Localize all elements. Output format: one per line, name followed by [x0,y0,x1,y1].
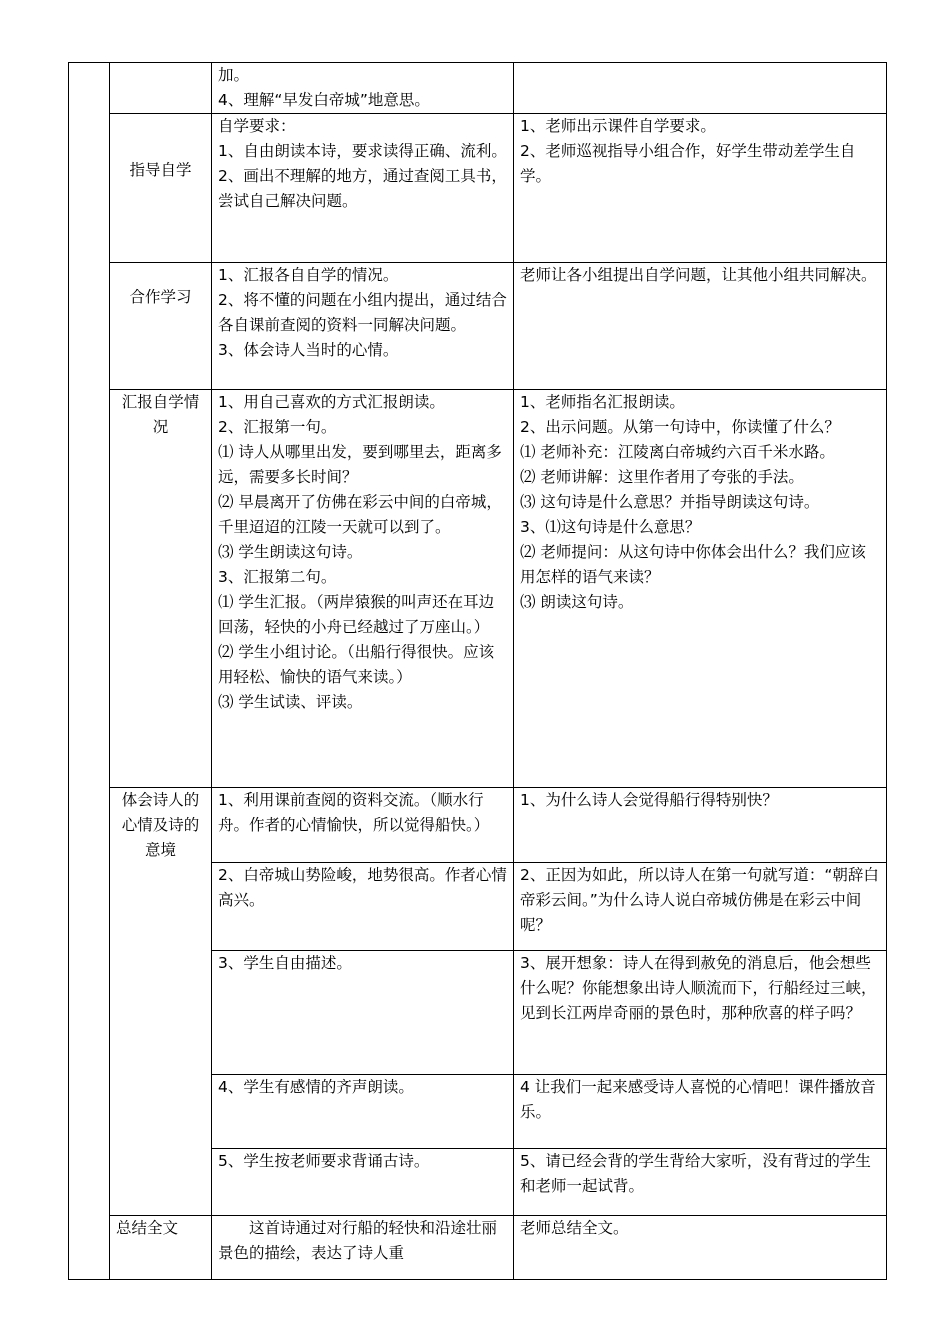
teacher-activity-cell [514,114,887,263]
table-row [69,788,887,863]
student-activity-cell [212,63,514,114]
table-row [69,114,887,263]
student-activity-cell [212,1075,514,1149]
teacher-line: ⑶ 朗读这句诗。 [520,593,634,611]
teacher-activity-cell [514,951,887,1075]
student-line: ⑴ 学生汇报。（两岸猿猴的叫声还在耳边回荡，轻快的小舟已经越过了万座山。） [218,593,495,636]
teacher-line: 3、展开想象：诗人在得到赦免的消息后，他会想些什么呢？你能想象出诗人顺流而下，行船经过三峡，见到长江两岸奇丽的景色时，那种欣喜的样子吗？ [520,954,877,1022]
teacher-activity-cell [514,63,887,114]
student-line: ⑶ 学生朗读这句诗。 [218,543,363,561]
stage-label: 总结全文 [116,1219,179,1237]
teacher-activity-cell [514,1216,887,1280]
stage-cell [110,114,212,263]
stage-cell [110,390,212,788]
student-activity-cell [212,951,514,1075]
student-line: 4、理解“早发白帝城”地意思。 [218,91,430,109]
teacher-line: 老师总结全文。 [520,1219,629,1237]
stage-label: 合作学习 [129,288,192,306]
teacher-line: 2、正因为如此，所以诗人在第一句就写道：“朝辞白帝彩云间。”为什么诗人说白帝城仿佛是在彩云中间呢？ [520,866,879,934]
student-line: 2、汇报第一句。 [218,418,337,436]
student-line: 5、学生按老师要求背诵古诗。 [218,1152,430,1170]
teacher-line: ⑶ 这句诗是什么意思？并指导朗读这句诗。 [520,493,820,511]
student-activity-cell [212,1216,514,1280]
table-row [69,63,887,114]
student-line: 1、用自己喜欢的方式汇报朗读。 [218,393,445,411]
stage-cell [110,263,212,390]
student-line: 自学要求： [218,117,296,135]
teacher-line: 5、请已经会背的学生背给大家听，没有背过的学生和老师一起试背。 [520,1152,871,1195]
teacher-activity-cell [514,1149,887,1216]
teacher-line: 老师让各小组提出自学问题，让其他小组共同解决。 [520,266,877,284]
teacher-line: ⑴ 老师补充：江陵离白帝城约六百千米水路。 [520,443,835,461]
student-activity-cell [212,263,514,390]
student-activity-cell [212,863,514,951]
student-line: ⑶ 学生试读、评读。 [218,693,363,711]
stage-label: 指导自学 [129,161,192,179]
student-line: ⑵ 早晨离开了仿佛在彩云中间的白帝城，千里迢迢的江陵一天就可以到了。 [218,493,502,536]
stage-cell [110,63,212,114]
teacher-activity-cell [514,390,887,788]
stage-label: 体会诗人的心情及诗的意境 [121,791,200,859]
teacher-line: 1、老师出示课件自学要求。 [520,117,716,135]
student-line: 3、汇报第二句。 [218,568,337,586]
student-activity-cell [212,1149,514,1216]
student-activity-cell [212,390,514,788]
stage-cell [110,1216,212,1280]
table-row [69,1216,887,1280]
stage-label: 汇报自学情况 [121,393,200,436]
student-line: 3、体会诗人当时的心情。 [218,341,399,359]
student-line: ⑴ 诗人从哪里出发，要到哪里去，距离多远，需要多长时间？ [218,443,502,486]
teacher-activity-cell [514,1075,887,1149]
student-line: 1、自由朗读本诗，要求读得正确、流利。 [218,142,507,160]
student-line: 1、汇报各自自学的情况。 [218,266,399,284]
student-line: 加。 [218,66,250,84]
student-line: 1、利用课前查阅的资料交流。（顺水行舟。作者的心情愉快，所以觉得船快。） [218,791,490,834]
teacher-line: 1、为什么诗人会觉得船行得特别快？ [520,791,778,809]
student-activity-cell [212,114,514,263]
teacher-line: ⑵ 老师提问：从这句诗中你体会出什么？我们应该用怎样的语气来读？ [520,543,866,586]
student-line: 2、画出不理解的地方，通过查阅工具书，尝试自己解决问题。 [218,167,507,210]
teacher-activity-cell [514,788,887,863]
lesson-plan-table [68,62,887,1280]
teacher-line: ⑵ 老师讲解：这里作者用了夸张的手法。 [520,468,804,486]
student-line: 这首诗通过对行船的轻快和沿途壮丽景色的描绘，表达了诗人重 [218,1219,498,1262]
student-line: 4、学生有感情的齐声朗读。 [218,1078,414,1096]
student-line: 2、白帝城山势险峻，地势很高。作者心情高兴。 [218,866,507,909]
student-activity-cell [212,788,514,863]
table-row [69,263,887,390]
student-line: 3、学生自由描述。 [218,954,352,972]
teacher-line: 4 让我们一起来感受诗人喜悦的心情吧！课件播放音乐。 [520,1078,876,1121]
teacher-line: 1、老师指名汇报朗读。 [520,393,685,411]
teacher-line: 2、老师巡视指导小组合作，好学生带动差学生自学。 [520,142,856,185]
student-line: ⑵ 学生小组讨论。（出船行得很快。应该用轻松、愉快的语气来读。） [218,643,495,686]
teacher-line: 2、出示问题。从第一句诗中，你读懂了什么？ [520,418,840,436]
left-gutter-column [69,63,110,1280]
teacher-line: 3、⑴这句诗是什么意思？ [520,518,701,536]
table-row [69,390,887,788]
teacher-activity-cell [514,863,887,951]
student-line: 2、将不懂的问题在小组内提出，通过结合各自课前查阅的资料一同解决问题。 [218,291,507,334]
stage-cell [110,788,212,1216]
teacher-activity-cell [514,263,887,390]
